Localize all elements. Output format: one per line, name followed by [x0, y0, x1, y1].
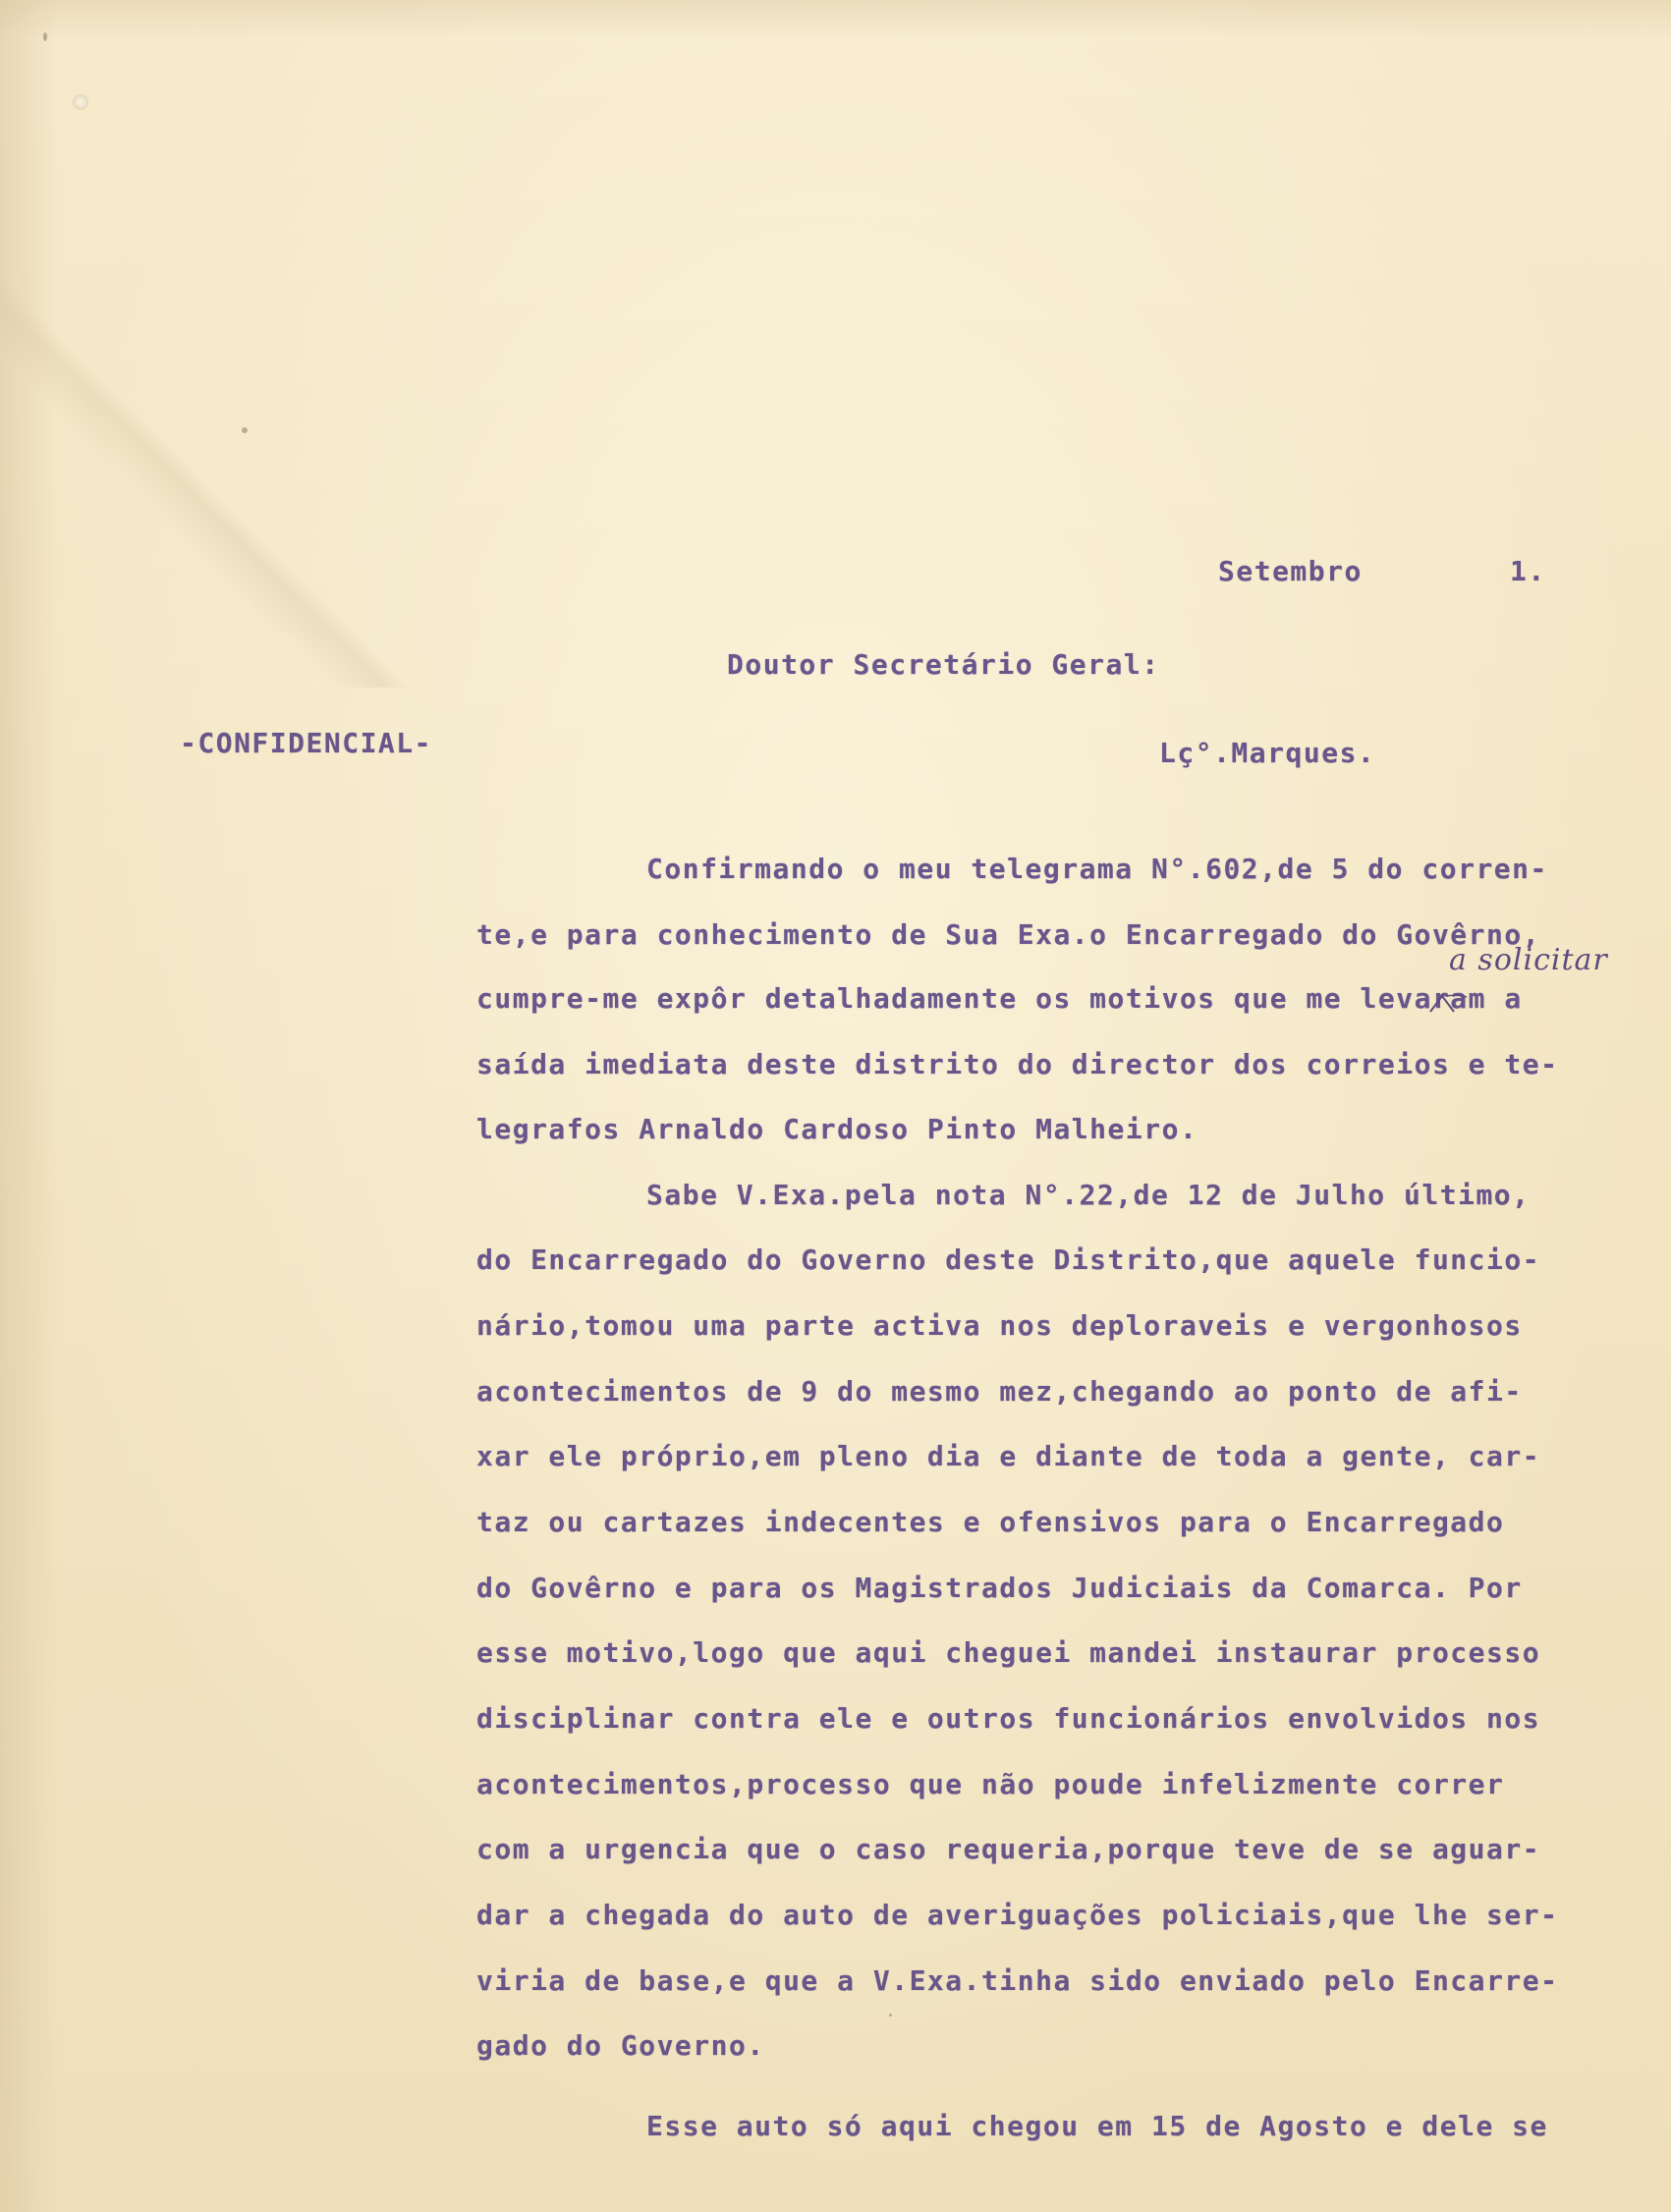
paragraph-1-line: te,e para conhecimento de Sua Exa.o Encarregado do Govêrno, — [476, 918, 1541, 951]
handwritten-insertion: a solicitar — [1449, 943, 1608, 977]
paper-speck — [43, 32, 47, 41]
paragraph-2-line: gado do Governo. — [476, 2029, 765, 2062]
paragraph-2-line: do Encarregado do Governo deste Distrito,que aquele funcio- — [476, 1244, 1541, 1276]
paragraph-2-line: nário,tomou uma parte activa nos deploraveis e vergonhosos — [476, 1309, 1523, 1342]
paragraph-2-line: acontecimentos de 9 do mesmo mez,chegando ao ponto de afi- — [476, 1375, 1523, 1408]
paragraph-2-line: com a urgencia que o caso requeria,porque teve de se aguar- — [476, 1833, 1541, 1865]
date-month: Setembro — [1218, 555, 1363, 587]
place-line: Lç°.Marques. — [1159, 737, 1376, 769]
confidential-mark: -CONFIDENCIAL- — [180, 727, 433, 759]
pinhole — [73, 94, 88, 110]
paragraph-2-line: disciplinar contra ele e outros funcionários envolvidos nos — [476, 1702, 1541, 1735]
paragraph-3-line: Esse auto só aqui chegou em 15 de Agosto e dele se — [646, 2110, 1548, 2142]
paragraph-2-line: taz ou cartazes indecentes e ofensivos para o Encarregado — [476, 1506, 1505, 1538]
date-day: 1. — [1510, 555, 1546, 587]
paragraph-2-line: xar ele próprio,em pleno dia e diante de toda a gente, car- — [476, 1440, 1541, 1472]
paragraph-2-line: viria de base,e que a V.Exa.tinha sido enviado pelo Encarre- — [476, 1964, 1559, 1997]
paragraph-1-line: Confirmando o meu telegrama N°.602,de 5 do corren- — [646, 853, 1548, 885]
paper-top-shadow — [0, 0, 1671, 39]
addressee: Doutor Secretário Geral: — [727, 648, 1160, 681]
paragraph-1-line: legrafos Arnaldo Cardoso Pinto Malheiro. — [476, 1113, 1198, 1145]
paper-speck — [889, 2014, 892, 2017]
paragraph-2-line: acontecimentos,processo que não poude infelizmente correr — [476, 1768, 1505, 1800]
paper-fold — [0, 0, 688, 688]
paper-edge-shadow — [0, 0, 59, 2212]
paragraph-2-line: esse motivo,logo que aqui cheguei mandei instaurar processo — [476, 1636, 1541, 1669]
paragraph-1-line: cumpre-me expôr detalhadamente os motivos que me levaram a — [476, 982, 1523, 1015]
paper-speck — [242, 427, 248, 433]
paragraph-1-line: saída imediata deste distrito do director dos correios e te- — [476, 1048, 1559, 1080]
paragraph-2-line: Sabe V.Exa.pela nota N°.22,de 12 de Julho último, — [646, 1179, 1531, 1211]
paragraph-2-line: dar a chegada do auto de averiguações policiais,que lhe ser- — [476, 1899, 1559, 1931]
paragraph-2-line: do Govêrno e para os Magistrados Judiciais da Comarca. Por — [476, 1572, 1523, 1604]
